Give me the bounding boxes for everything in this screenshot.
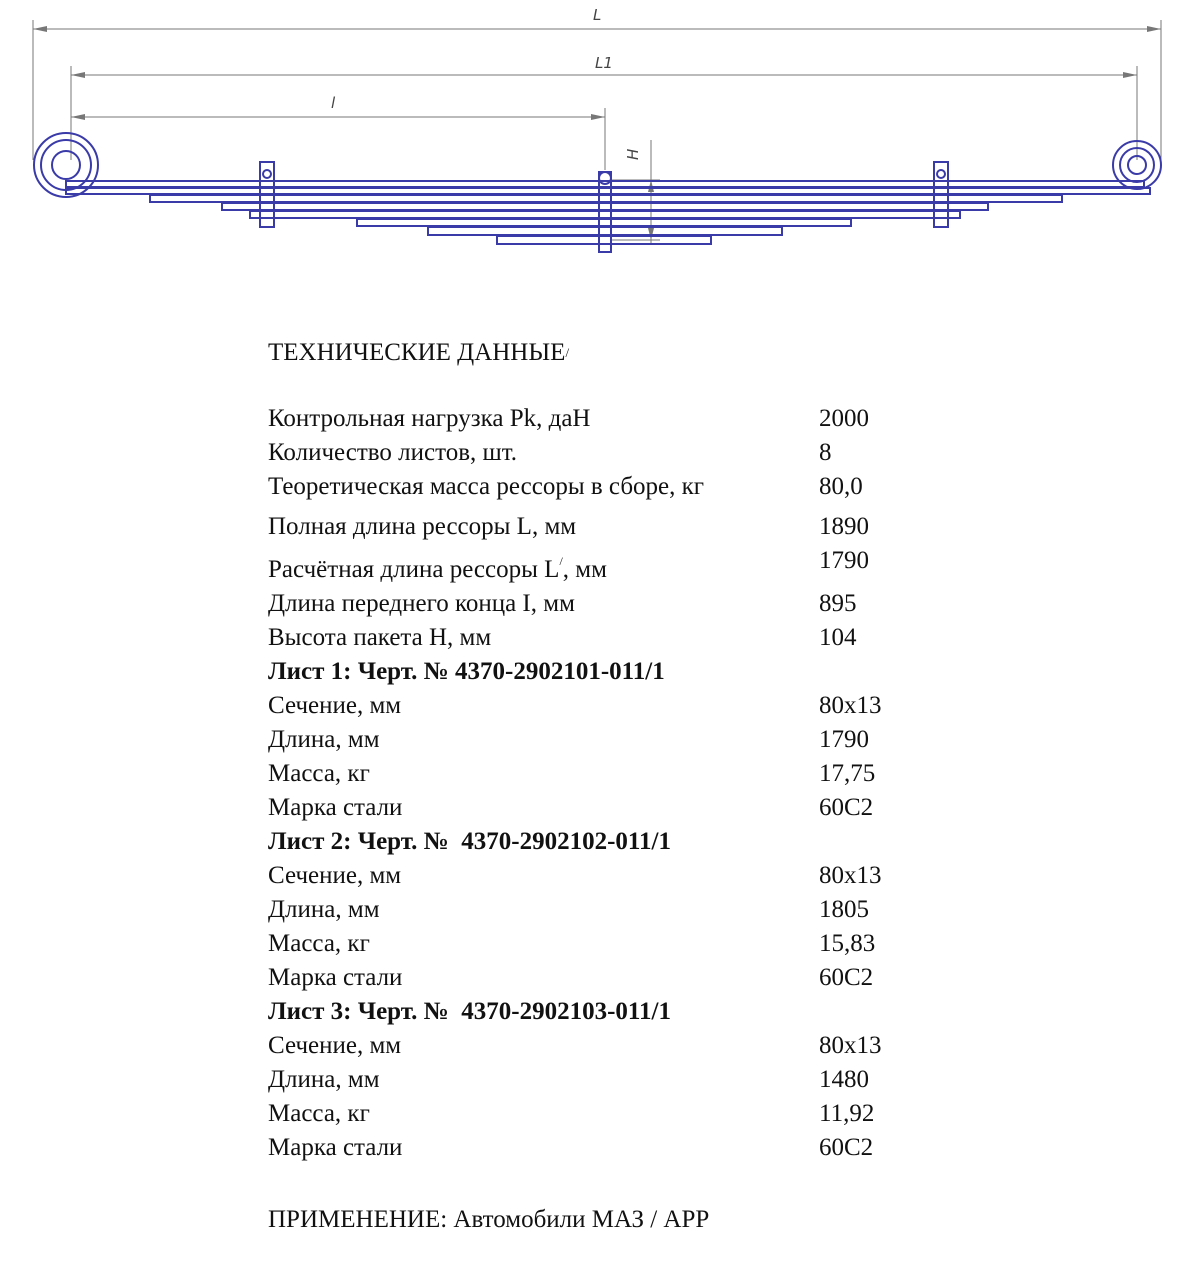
spec-value: 60С2 [819,794,874,821]
spec-row [268,1097,968,1131]
application-note: ПРИМЕНЕНИЕ: Автомобили МАЗ / АРР [268,1206,710,1233]
technical-data [268,336,968,1237]
spec-value: 60С2 [819,1134,874,1161]
spec-label: Теоретическая масса рессоры в сборе, кг [268,473,705,500]
spec-value: 1790 [819,726,869,753]
spec-label: Сечение, мм [268,692,402,719]
dim-label-l-front: l [331,94,336,112]
spec-value: 1805 [819,896,869,923]
spec-value: 80x13 [819,862,882,889]
spec-value: 80,0 [819,473,863,500]
spec-label: Контрольная нагрузка Pk, даН [268,405,591,432]
sheet-title: Лист 1: Черт. № 4370-2902101-011/1 [268,658,665,685]
spec-value: 1890 [819,513,869,540]
spec-row [268,587,968,621]
spec-label: Сечение, мм [268,862,402,889]
spec-value: 104 [819,624,857,651]
spec-value: 60С2 [819,964,874,991]
spec-row [268,621,968,655]
spec-row [268,510,968,544]
spec-value: 80x13 [819,1032,882,1059]
leaf-spring-drawing [0,0,1200,270]
dim-label-h: H [624,148,642,160]
spec-row [268,757,968,791]
spec-row [268,470,968,504]
dimension-l-front [71,108,605,170]
spec-row [268,1063,968,1097]
spec-value: 17,75 [819,760,876,787]
spec-value: 1480 [819,1066,869,1093]
spec-value: 11,92 [819,1100,875,1127]
dimension-l-total [33,20,1161,160]
sheet-title: Лист 3: Черт. № 4370-2902103-011/1 [268,998,671,1025]
spec-row [268,1029,968,1063]
dim-label-l-total: L [593,6,602,24]
spec-label: Марка стали [268,964,403,991]
spec-row [268,927,968,961]
spec-label: Количество листов, шт. [268,439,518,466]
spring-leaves [66,181,1150,244]
spec-label: Масса, кг [268,1100,370,1127]
spec-row [268,859,968,893]
spec-value: 80x13 [819,692,882,719]
spec-label: Масса, кг [268,930,370,957]
sheet-title: Лист 2: Черт. № 4370-2902102-011/1 [268,828,671,855]
spec-row [268,723,968,757]
spec-row [268,402,968,436]
spec-label: Высота пакета H, мм [268,624,492,651]
spec-label: Марка стали [268,794,403,821]
spec-label: Длина, мм [268,1066,380,1093]
spec-row [268,961,968,995]
spec-row [268,1131,968,1165]
spec-value: 2000 [819,405,869,432]
spec-label: Сечение, мм [268,1032,402,1059]
dimension-l1 [71,66,1137,160]
spec-label: Марка стали [268,1134,403,1161]
spec-row [268,893,968,927]
spec-label: Масса, кг [268,760,370,787]
spec-row [268,544,968,587]
spec-row [268,791,968,825]
spec-label: Полная длина рессоры L, мм [268,513,577,540]
spec-label: Длина переднего конца I, мм [268,590,575,617]
dim-label-l1: L1 [595,54,613,72]
spec-value: 15,83 [819,930,876,957]
spec-label: Длина, мм [268,726,380,753]
spec-value: 1790 [819,547,869,574]
spec-value: 8 [819,439,832,466]
spec-label: Длина, мм [268,896,380,923]
spec-row [268,436,968,470]
spec-title: ТЕХНИЧЕСКИЕ ДАННЫЕ/ [268,339,570,366]
spec-value: 895 [819,590,857,617]
spec-row [268,689,968,723]
spec-label: Расчётная длина рессоры L/, мм [268,554,607,583]
